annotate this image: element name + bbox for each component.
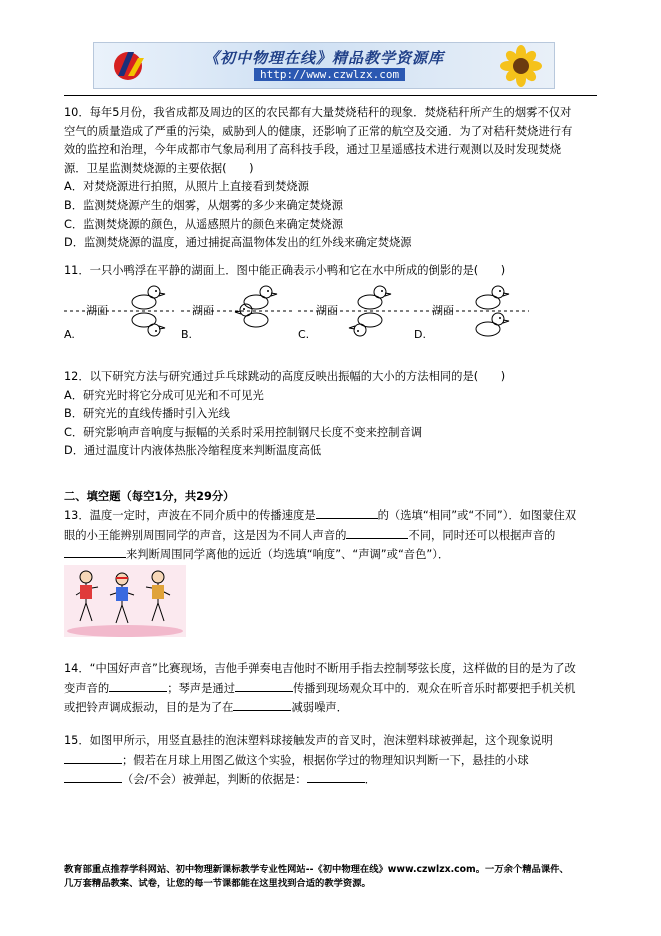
- option-a-label: A.: [64, 328, 75, 341]
- question-10: [64, 104, 604, 253]
- question-14: [64, 660, 604, 718]
- answer-blank[interactable]: [64, 770, 122, 783]
- q13-text: 来判断周围同学离他的远近（均选填“响度”、“声调”或“音色”）．: [126, 548, 450, 562]
- header-banner: [93, 42, 555, 89]
- option-c: C．监测焚烧源的颜色，从遥感照片的颜色来确定焚烧源: [64, 217, 344, 231]
- page-footer: [64, 863, 604, 891]
- option-d: D．通过温度计内液体热胀冷缩程度来判断温度高低: [64, 444, 322, 458]
- banner-title: 《初中物理在线》精品教学资源库: [204, 49, 445, 67]
- option-c-label: C.: [298, 328, 310, 341]
- question-10-line: 空气的质量造成了严重的污染，威胁到人的健康，还影响了正常的航空及交通．为了对秸秆焚烧进行有: [64, 124, 573, 138]
- option-b: B．研究光的直线传播时引入光线: [64, 407, 230, 421]
- q14-text: 或把铃声调成振动，目的是为了在: [64, 701, 234, 715]
- answer-blank[interactable]: [307, 770, 365, 783]
- q14-text: ；琴声是通过: [167, 681, 235, 695]
- option-d-label: D.: [414, 328, 426, 341]
- question-11: [64, 262, 604, 281]
- footer-line: 几万套精品教案、试卷，让您的每一节课都能在这里找到合适的教学资源。: [64, 878, 371, 889]
- banner-url[interactable]: http://www.czwlzx.com: [254, 68, 405, 81]
- q13-text: 不同，同时还可以根据声音的: [408, 528, 556, 542]
- question-12: [64, 368, 604, 461]
- lake-label: 湖面: [316, 304, 338, 317]
- q14-text: 减弱噪声．: [291, 701, 348, 715]
- q15-text: 15．如图甲所示，用竖直悬挂的泡沫塑料球接触发声的音叉时，泡沫塑料球被弹起，这个现象说明: [64, 734, 553, 747]
- option-b-figure: [181, 286, 294, 341]
- q13-text: 的（选填“相同”或“不同”）．如图蒙住双: [377, 509, 577, 522]
- q14-text: 变声音的: [64, 681, 110, 695]
- header-rule: [64, 95, 597, 96]
- answer-blank[interactable]: [346, 526, 408, 539]
- option-d-figure: [414, 286, 529, 341]
- option-a-figure: [64, 286, 174, 341]
- q14-text: 传播到现场观众耳中的．观众在听音乐时都要把手机关机: [293, 681, 576, 695]
- option-c: C．研究影响声音响度与振幅的关系时采用控制钢尺长度不变来控制音调: [64, 425, 423, 439]
- question-10-line: 源．卫星监测焚烧源的主要依据( ): [64, 161, 254, 175]
- duck-reflection-figure: [64, 285, 534, 343]
- answer-blank[interactable]: [316, 506, 378, 519]
- question-13: [64, 506, 604, 565]
- q13-text: 眼的小王能辨别周围同学的声音，这是因为不同人声音的: [64, 528, 347, 542]
- question-11-stem: 11．一只小鸭浮在平静的湖面上．图中能正确表示小鸭和它在水中所成的倒影的是( ): [64, 264, 506, 277]
- logo-icon: [112, 48, 148, 82]
- q13-text: 13．温度一定时，声波在不同介质中的传播速度是: [64, 509, 316, 522]
- question-15: [64, 732, 604, 790]
- answer-blank[interactable]: [109, 679, 167, 692]
- answer-blank[interactable]: [235, 679, 293, 692]
- q15-text: ．: [364, 773, 376, 787]
- question-10-line: 效的监控和治理，今年成都市气象局利用了高科技手段，通过卫星遥感技术进行观测以及时发现焚烧: [64, 143, 562, 157]
- sunflower-icon: [494, 45, 548, 87]
- question-10-line: 10．每年5月份，我省成都及周边的区的农民都有大量焚烧秸秆的现象．焚烧秸秆所产生的烟雾不仅对: [64, 106, 572, 119]
- option-a: A．对焚烧源进行拍照，从照片上直接看到焚烧源: [64, 180, 309, 194]
- option-b-label: B.: [181, 328, 193, 341]
- lake-label: 湖面: [192, 304, 214, 317]
- option-b: B．监测焚烧源产生的烟雾，从烟雾的多少来确定焚烧源: [64, 198, 343, 212]
- option-a: A．研究光时将它分成可见光和不可见光: [64, 388, 264, 402]
- section-heading: [64, 488, 604, 507]
- footer-line: 教育部重点推荐学科网站、初中物理新课标教学专业性网站--《初中物理在线》www.czwlzx.com。一万余个精品课件、: [64, 864, 569, 875]
- q14-text: 14．“中国好声音”比赛现场，吉他手弹奏电吉他时不断用手指去控制琴弦长度，这样做的目的是为了改: [64, 662, 576, 675]
- blindfold-game-illustration: [64, 565, 186, 637]
- question-12-stem: 12．以下研究方法与研究通过乒乓球跳动的高度反映出振幅的大小的方法相同的是( ): [64, 370, 506, 383]
- section-heading-text: 二、填空题（每空1分，共29分）: [64, 490, 235, 503]
- answer-blank[interactable]: [233, 698, 291, 711]
- option-d: D．监测焚烧源的温度，通过捕捉高温物体发出的红外线来确定焚烧源: [64, 236, 412, 250]
- lake-label: 湖面: [432, 304, 454, 317]
- lake-label: 湖面: [86, 304, 108, 317]
- answer-blank[interactable]: [64, 751, 122, 764]
- q15-text: （会/不会）被弹起，判断的依据是：: [122, 773, 307, 787]
- answer-blank[interactable]: [64, 545, 126, 558]
- q15-text: ；假若在月球上用图乙做这个实验，根据你学过的物理知识判断一下，悬挂的小球: [122, 753, 529, 767]
- option-c-figure: [298, 286, 409, 341]
